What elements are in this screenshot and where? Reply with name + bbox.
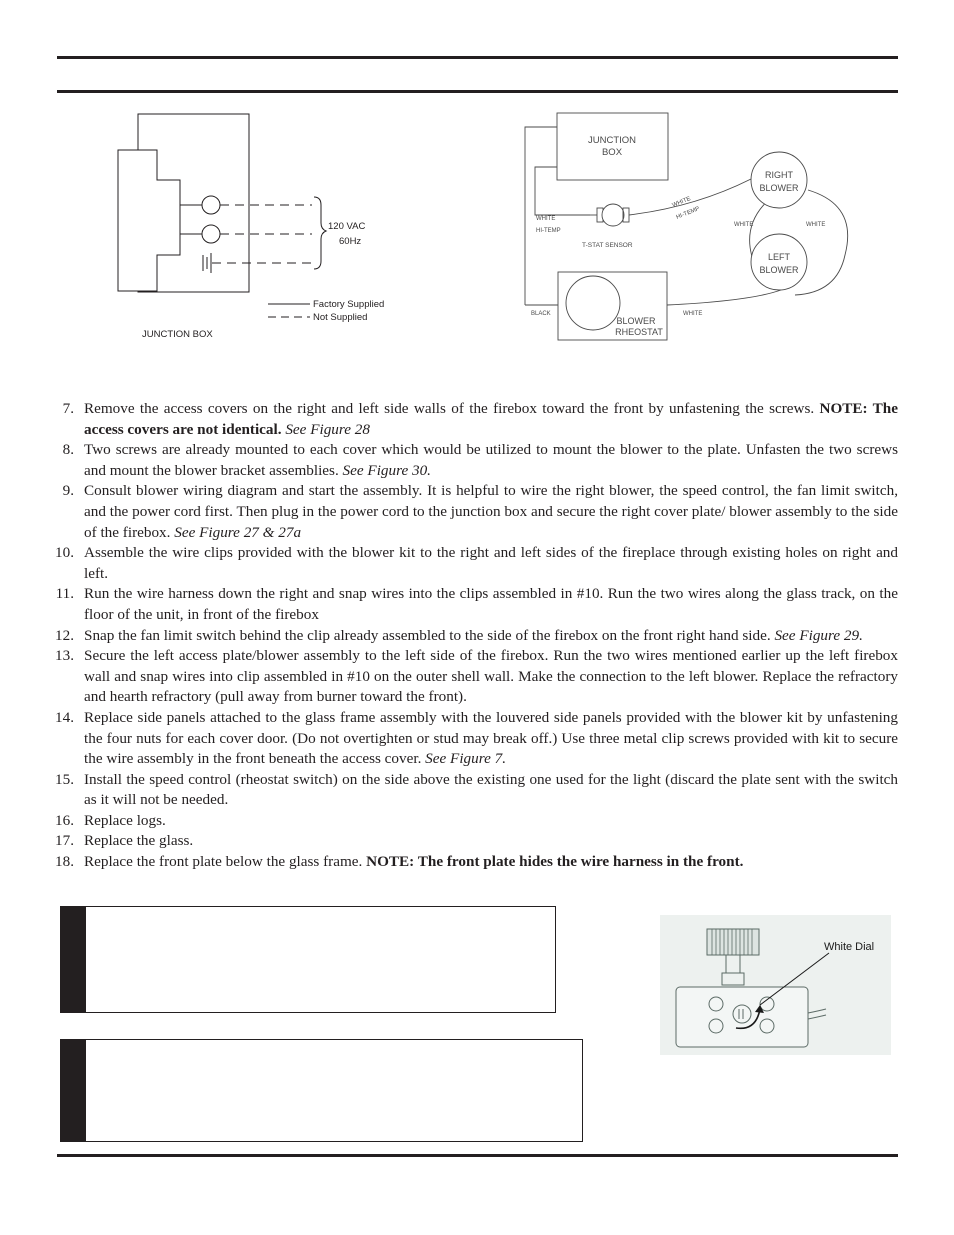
header-rule-bottom [57, 90, 898, 93]
step-text: Run the wire harness down the right and snap wires into the clips assembled in #10. Run the two wires along the glass track, on the floor of the unit, in front of the firebox [84, 585, 898, 623]
step-figure-ref: See Figure 27 & 27a [174, 523, 302, 541]
notice-box-2-bar [61, 1040, 86, 1141]
step-number: 17. [55, 832, 74, 850]
step-text: Replace logs. [84, 811, 166, 829]
step-item [0, 811, 954, 832]
left-blower-line2: BLOWER [759, 265, 799, 275]
step-figure-ref: See Figure 7. [425, 750, 507, 768]
step-item [0, 584, 954, 625]
step-number: 16. [55, 811, 74, 829]
step-number: 7. [62, 400, 74, 417]
step-number: 12. [55, 626, 74, 644]
voltage-label: 120 VAC [328, 221, 366, 232]
left-blower-line1: LEFT [767, 252, 791, 262]
step-item [0, 543, 954, 584]
step-text: Assemble the wire clips provided with the blower kit to the right and left sides of the fireplace through existing holes on right and left. [84, 544, 898, 582]
hi-temp-label-diagonal: HI-TEMP [675, 206, 701, 221]
notice-box-1 [60, 906, 556, 1013]
step-text: Replace the front plate below the glass frame. [84, 853, 367, 871]
rheostat-dial-photo [660, 915, 891, 1055]
junction-box-wiring-diagram [100, 105, 420, 350]
right-blower-line2: BLOWER [759, 183, 799, 193]
rheostat-line2: RHEOSTAT [615, 327, 663, 337]
step-item [0, 852, 954, 873]
step-number: 9. [62, 482, 74, 500]
legend-factory-supplied: Factory Supplied [313, 299, 385, 310]
white-label-left: WHITE [536, 216, 556, 222]
step-figure-ref: See Figure 29. [774, 626, 863, 644]
step-number: 8. [62, 441, 74, 459]
frequency-label: 60Hz [339, 236, 362, 247]
step-item [0, 708, 954, 770]
step-text: Snap the fan limit switch behind the clip already assembled to the side of the firebox on the front right hand side. [84, 626, 775, 644]
white-label-diagonal: WHITE [671, 196, 692, 209]
step-number: 14. [55, 708, 74, 726]
step-item [0, 831, 954, 852]
step-text: Replace side panels attached to the glass frame assembly with the louvered side panels provided with the blower kit by unfastening the four nuts for each cover door. (Do not overtighten or stud may break off.) Use three metal clip screws provided with kit to secure the wire assembly in the front beneath the access cover. [84, 708, 898, 768]
header-rule-top [57, 56, 898, 59]
hi-temp-label-left: HI-TEMP [536, 228, 561, 234]
white-label-rheostat: WHITE [683, 311, 703, 317]
white-dial-label: White Dial [824, 941, 875, 953]
right-blower-line1: RIGHT [765, 170, 793, 180]
step-text: Replace the glass. [84, 832, 194, 850]
white-label-right-blower-left: WHITE [734, 222, 754, 228]
junction-box-line2: BOX [601, 147, 623, 158]
step-item [0, 481, 954, 543]
step-text: Remove the access covers on the right and left side walls of the firebox toward the front by unfastening the screws. [84, 400, 820, 417]
step-item [0, 770, 954, 811]
white-label-right-blower-right: WHITE [806, 222, 826, 228]
footer-rule [57, 1154, 898, 1157]
junction-box-label: JUNCTION BOX [142, 329, 213, 340]
installation-steps [0, 399, 954, 873]
step-number: 15. [55, 770, 74, 788]
notice-box-2 [60, 1039, 583, 1142]
step-item [0, 399, 954, 440]
step-number: 18. [55, 853, 74, 871]
step-item [0, 440, 954, 481]
step-figure-ref: See Figure 28 [285, 420, 370, 438]
junction-box-line1: JUNCTION [587, 135, 637, 146]
step-number: 13. [55, 647, 74, 665]
step-item [0, 646, 954, 708]
step-number: 10. [55, 544, 74, 562]
step-number: 11. [55, 585, 74, 603]
step-text: Install the speed control (rheostat switch) on the side above the existing one used for the light (discard the plate sent with the switch as it will not be needed. [84, 770, 898, 809]
step-text: Secure the left access plate/blower assembly to the left side of the firebox. Run the two wires mentioned earlier up the left firebox wall and snap wires into clip assembled in #10 on the outer shell wall. Make the connection to the left blower. Replace the refractory and hearth refractory (pull away from burner toward the front). [84, 647, 898, 706]
step-text: Consult blower wiring diagram and start the assembly. It is helpful to wire the right blower, the speed control, the fan limit switch, and the power cord first. Then plug in the power cord to the junction box and secure the right cover plate/ blower assembly to the side of the firebox. [84, 482, 898, 541]
tstat-sensor-label: T-STAT SENSOR [582, 242, 633, 249]
rheostat-line1: BLOWER [616, 316, 656, 326]
step-note: NOTE: The front plate hides the wire harness in the front. [366, 853, 744, 871]
black-label: BLACK [531, 311, 551, 317]
step-text: Two screws are already mounted to each cover which would be utilized to mount the blower to the plate. Unfasten the two screws and mount the blower bracket assemblies. [84, 441, 898, 479]
step-figure-ref: See Figure 30. [342, 461, 431, 479]
legend-not-supplied: Not Supplied [313, 312, 368, 323]
step-note: NOTE: The access covers are not identical. [84, 400, 898, 438]
blower-wiring-diagram [515, 105, 860, 350]
step-item [0, 626, 954, 647]
notice-box-1-bar [61, 907, 86, 1012]
